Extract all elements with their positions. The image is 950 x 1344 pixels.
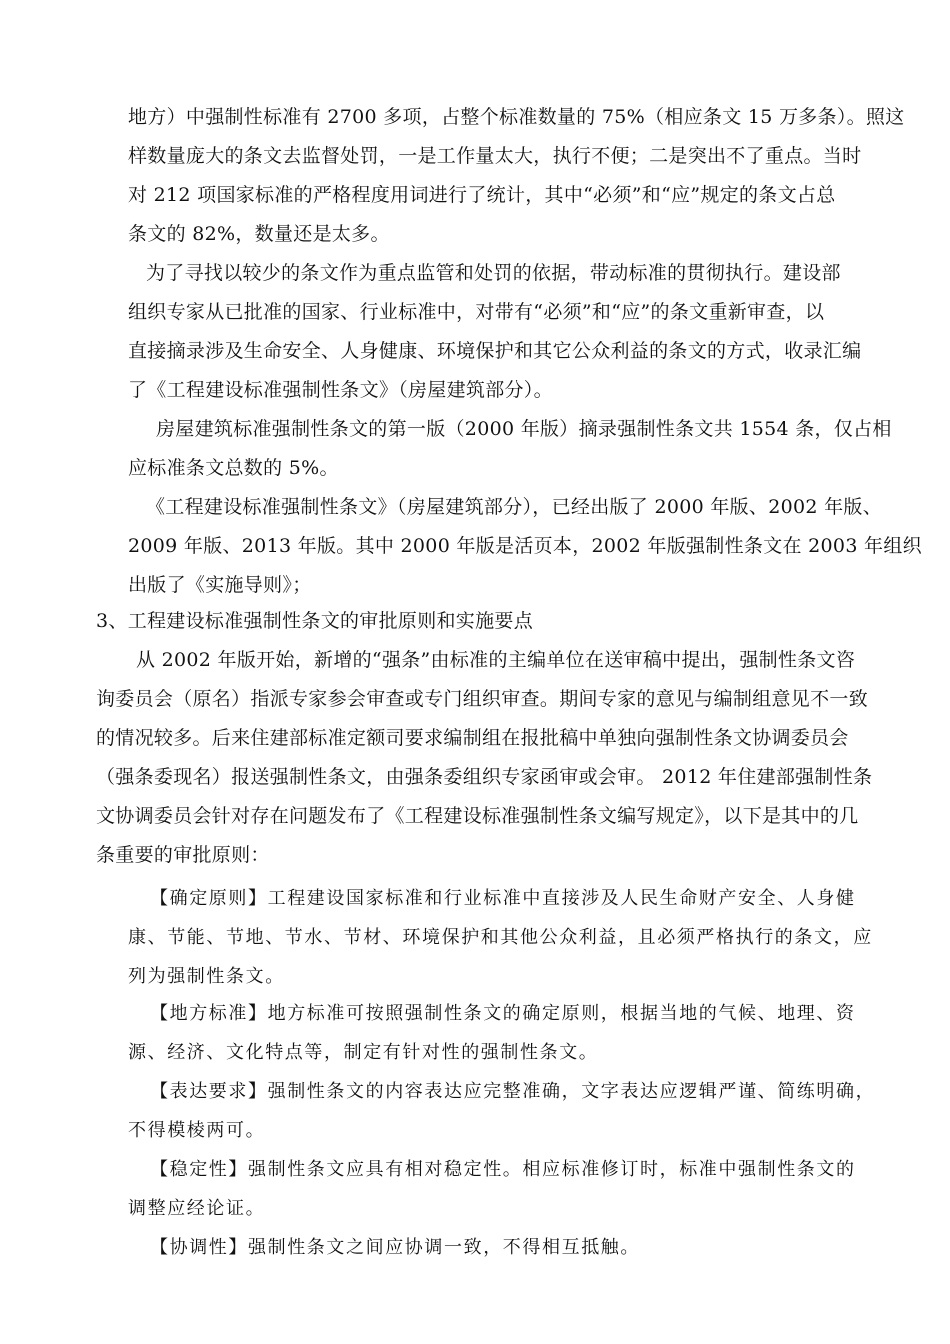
text-line: 直接摘录涉及生命安全、人身健康、环境保护和其它公众利益的条文的方式，收录汇编 [128,340,862,362]
text-line: 源、经济、文化特点等，制定有针对性的强制性条文。 [128,1042,599,1063]
text-line: 康、节能、节地、节水、节材、环境保护和其他公众利益，且必须严格执行的条文，应 [128,927,873,948]
text-line: 【确定原则】工程建设国家标准和行业标准中直接涉及人民生命财产安全、人身健 [150,888,856,909]
text-line: 出版了《实施导则》； [128,574,312,596]
text-line: 样数量庞大的条文去监督处罚，一是工作量太大，执行不便；二是突出不了重点。当时 [128,145,862,167]
text-line: 为了寻找以较少的条文作为重点监管和处罚的依据，带动标准的贯彻执行。建设部 [146,262,841,284]
text-line: 调整应经论证。 [128,1198,266,1219]
text-line: 不得模棱两可。 [128,1120,266,1141]
text-line: 了《工程建设标准强制性条文》（房屋建筑部分）。 [128,379,553,401]
text-line: （强条委现名）报送强制性条文，由强条委组织专家函审或会审。 2012 年住建部强制性条 [96,766,873,788]
text-line: 2009 年版、2013 年版。其中 2000 年版是活页本，2002 年版强制性条文在 2003 年组织 [128,535,922,557]
text-line: 组织专家从已批准的国家、行业标准中，对带有“必须”和“应”的条文重新审查，以 [128,301,825,323]
text-line: 的情况较多。后来住建部标准定额司要求编制组在报批稿中单独向强制性条文协调委员会 [96,727,849,749]
text-line: 列为强制性条文。 [128,966,285,987]
text-line: 从 2002 年版开始，新增的“强条”由标准的主编单位在送审稿中提出，强制性条文咨 [136,649,856,671]
section-heading: 3、工程建设标准强制性条文的审批原则和实施要点 [96,610,533,632]
text-line: 【稳定性】强制性条文应具有相对稳定性。相应标准修订时，标准中强制性条文的 [150,1159,856,1180]
text-line: 条重要的审批原则： [96,844,270,866]
text-line: 房屋建筑标准强制性条文的第一版（2000 年版）摘录强制性条文共 1554 条，仅占相 [156,418,892,440]
text-line: 文协调委员会针对存在问题发布了《工程建设标准强制性条文编写规定》，以下是其中的几 [96,805,859,827]
text-line: 应标准条文总数的 5%。 [128,457,339,479]
text-line: 《工程建设标准强制性条文》（房屋建筑部分），已经出版了 2000 年版、2002 年版、 [146,496,883,518]
text-line: 地方）中强制性标准有 2700 多项，占整个标准数量的 75%（相应条文 15 万多条）。照这 [128,106,905,128]
text-line: 【表达要求】强制性条文的内容表达应完整准确，文字表达应逻辑严谨、简练明确， [150,1081,876,1102]
text-line: 对 212 项国家标准的严格程度用词进行了统计，其中“必须”和“应”规定的条文占总 [128,184,836,206]
text-line: 询委员会（原名）指派专家参会审查或专门组织审查。期间专家的意见与编制组意见不一致 [96,688,869,710]
text-line: 条文的 82%，数量还是太多。 [128,223,390,245]
rule-paragraph: 【协调性】强制性条文之间应协调一致，不得相互抵触。 [150,1237,640,1258]
text-line: 【地方标准】地方标准可按照强制性条文的确定原则，根据当地的气候、地理、资 [150,1003,856,1024]
